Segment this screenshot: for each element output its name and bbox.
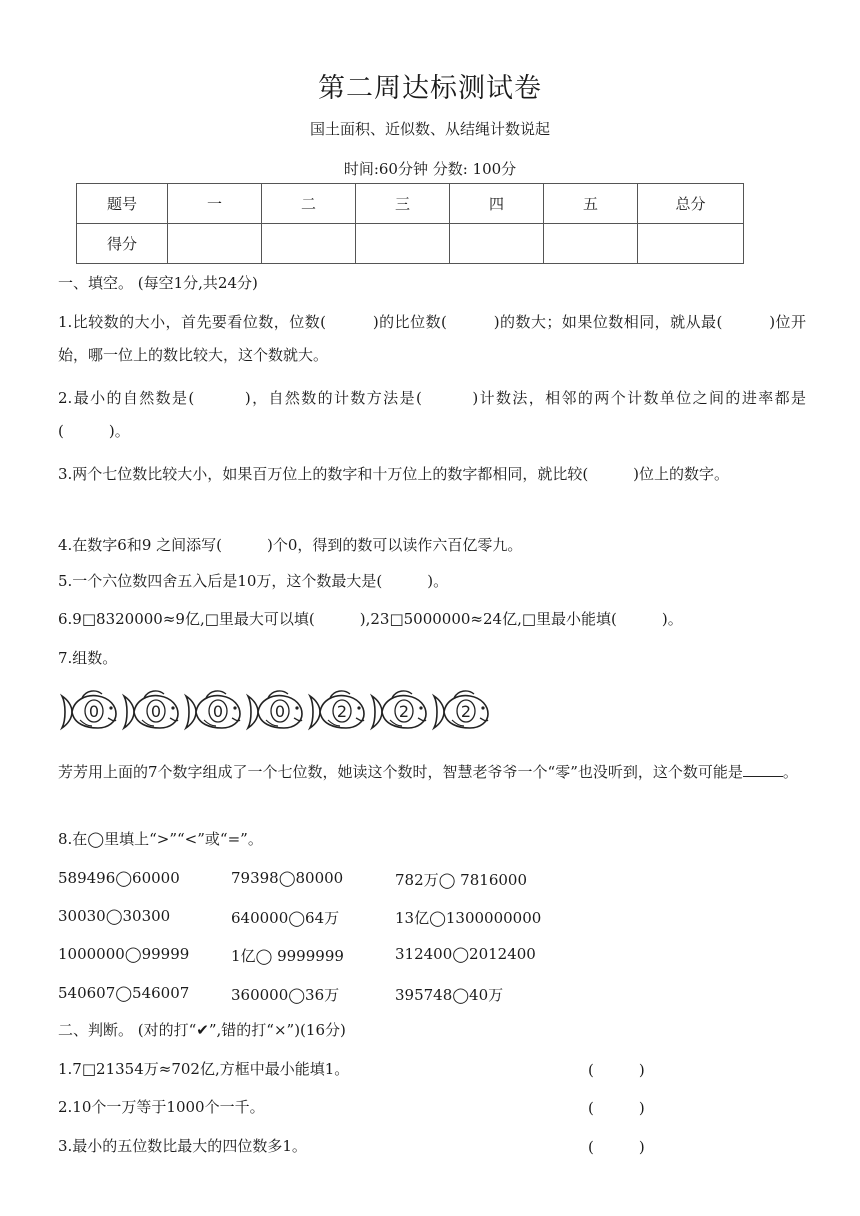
question-3: 3.两个七位数比较大小，如果百万位上的数字和十万位上的数字都相同，就比较( )位上的数字。 — [58, 465, 730, 483]
question-7-text-a: 芳芳用上面的7个数字组成了一个七位数，她读这个数时，智慧老爷爷一个“零”也没听到，这个数可能是 — [58, 763, 743, 781]
question-4: 4.在数字6和9 之间添写( )个0，得到的数可以读作六百亿零九。 — [58, 536, 523, 554]
fish-card-icon — [306, 686, 368, 734]
question-2: 2.最小的自然数是( )，自然数的计数方法是( )计数法，相邻的两个计数单位之间的进率都是( )。 — [58, 389, 806, 440]
fish-card-icon — [182, 686, 244, 734]
compare-item: 782万◯ 7816000 — [395, 871, 527, 889]
table-cell: 二 — [262, 184, 356, 224]
table-cell: 题号 — [77, 184, 168, 224]
compare-item: 395748◯40万 — [395, 986, 504, 1004]
score-input-cell[interactable] — [544, 224, 638, 264]
fish-card-icon — [58, 686, 120, 734]
compare-item: 640000◯64万 — [231, 909, 340, 927]
compare-item: 540607◯546007 — [58, 984, 190, 1002]
question-6: 6.9□8320000≈9亿,□里最大可以填( ),23□5000000≈24亿,□里最小能填( )。 — [58, 610, 683, 628]
fish-card-icon — [120, 686, 182, 734]
table-cell: 一 — [168, 184, 262, 224]
table-cell: 得分 — [77, 224, 168, 264]
section1-heading: 一、填空。 (每空1分,共24分) — [58, 274, 258, 292]
judge-answer-paren[interactable]: ( ) — [588, 1061, 645, 1079]
compare-item: 1亿◯ 9999999 — [231, 947, 344, 965]
judge-answer-paren[interactable]: ( ) — [588, 1138, 645, 1156]
fish-digit-label: 0 — [212, 702, 224, 721]
score-table — [76, 183, 744, 264]
table-cell: 三 — [356, 184, 450, 224]
page-title: 第二周达标测试卷 — [318, 73, 542, 104]
judge-item-3: 3.最小的五位数比最大的四位数多1。 — [58, 1137, 307, 1155]
question-8: 8.在◯里填上“>”“<”或“=”。 — [58, 830, 263, 848]
score-input-cell[interactable] — [638, 224, 744, 264]
compare-item: 30030◯30300 — [58, 907, 171, 925]
compare-item: 312400◯2012400 — [395, 945, 536, 963]
fish-digit-label: 0 — [88, 702, 100, 721]
score-input-cell[interactable] — [168, 224, 262, 264]
compare-item: 360000◯36万 — [231, 986, 340, 1004]
fish-digit-label: 2 — [398, 702, 410, 721]
score-input-cell[interactable] — [262, 224, 356, 264]
score-input-cell[interactable] — [450, 224, 544, 264]
page-subtitle: 国土面积、近似数、从结绳计数说起 — [309, 120, 550, 138]
question-7-text — [58, 756, 806, 789]
judge-item-2: 2.10个一万等于1000个一千。 — [58, 1098, 265, 1116]
table-cell: 总分 — [638, 184, 744, 224]
compare-item: 589496◯60000 — [58, 869, 180, 887]
fish-digit-label: 0 — [274, 702, 286, 721]
question-5: 5.一个六位数四舍五入后是10万，这个数最大是( )。 — [58, 572, 449, 590]
fish-card-icon — [430, 686, 492, 734]
time-score-line: 时间:60分钟 分数: 100分 — [343, 160, 517, 178]
compare-item: 79398◯80000 — [231, 869, 344, 887]
fish-card-icon — [368, 686, 430, 734]
table-cell: 五 — [544, 184, 638, 224]
compare-item: 13亿◯1300000000 — [395, 909, 542, 927]
score-table-header-row — [77, 184, 744, 224]
judge-item-1: 1.7□21354万≈702亿,方框中最小能填1。 — [58, 1060, 350, 1078]
table-cell: 四 — [450, 184, 544, 224]
section2-heading: 二、判断。 (对的打“✔”,错的打“×”)(16分) — [58, 1021, 346, 1039]
question-7-text-b: 。 — [782, 763, 798, 781]
question-7: 7.组数。 — [58, 649, 118, 667]
score-table-score-row — [77, 224, 744, 264]
answer-blank[interactable] — [743, 762, 783, 777]
question-1: 1.比较数的大小，首先要看位数，位数( )的比位数( )的数大；如果位数相同，就从最( )位开始，哪一位上的数比较大，这个数就大。 — [58, 313, 806, 364]
judge-answer-paren[interactable]: ( ) — [588, 1099, 645, 1117]
fish-digit-label: 2 — [460, 702, 472, 721]
fish-digit-label: 0 — [150, 702, 162, 721]
fish-digit-label: 2 — [336, 702, 348, 721]
score-input-cell[interactable] — [356, 224, 450, 264]
compare-item: 1000000◯99999 — [58, 945, 190, 963]
fish-card-icon — [244, 686, 306, 734]
